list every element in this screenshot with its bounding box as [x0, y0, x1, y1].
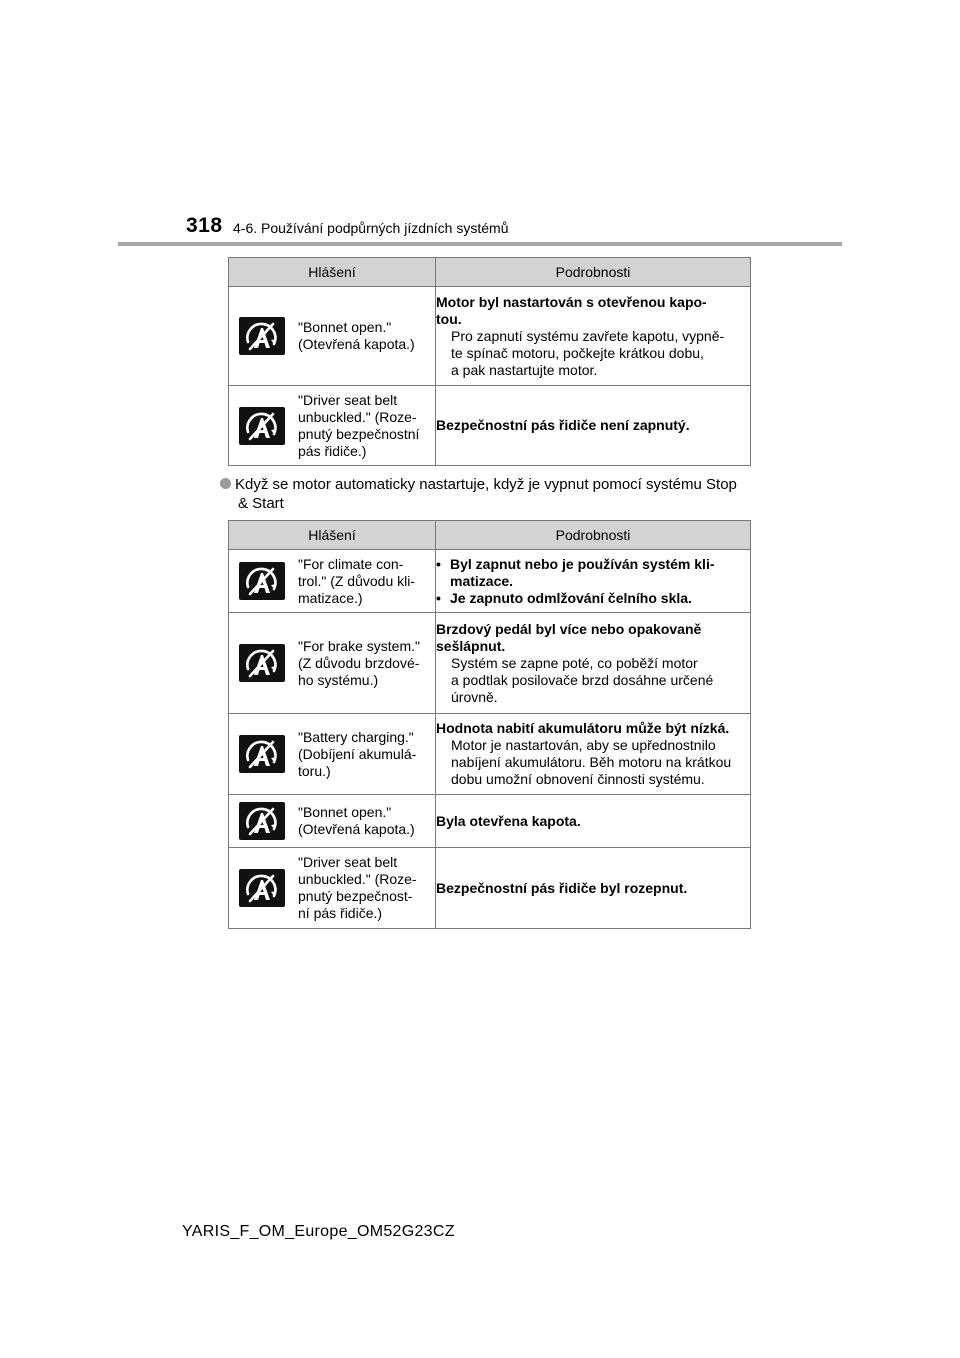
detail-heading-line: Bezpečnostní pás řidiče byl rozepnut. [436, 879, 688, 896]
column-header-message: Hlášení [229, 258, 436, 287]
message-cell [229, 714, 436, 795]
message-cell [229, 613, 436, 714]
detail-bullet [436, 556, 750, 590]
table-row [229, 795, 751, 848]
table-row [229, 613, 751, 714]
stop-start-indicator-icon [239, 735, 285, 773]
bullet-text-line: Byl zapnut nebo je používán systém kli- [450, 555, 715, 572]
message-line: "Battery charging." [298, 728, 414, 745]
bullet-text [450, 556, 750, 590]
stop-start-indicator-icon [239, 407, 285, 445]
detail-cell [436, 287, 751, 386]
message-line: ho systému.) [298, 671, 379, 688]
column-header-message: Hlášení [229, 521, 436, 550]
detail-text-line: nabíjení akumulátoru. Běh motoru na krátkou [451, 754, 732, 770]
message-line: "Bonnet open." [298, 804, 392, 820]
bullet-marker: • [436, 555, 441, 572]
message-cell [229, 848, 436, 929]
stop-start-indicator-icon [239, 644, 285, 682]
stop-start-indicator-icon [239, 869, 285, 907]
detail-heading-line: Motor byl nastartován s otevřenou kapo- [436, 293, 707, 310]
message-line: (Otevřená kapota.) [298, 336, 415, 352]
page-number: 318 [186, 214, 223, 237]
message-line: "Bonnet open." [298, 319, 392, 335]
column-header-details: Podrobnosti [436, 258, 751, 287]
header-divider [118, 242, 842, 246]
table-row [229, 550, 751, 613]
message-table-1 [228, 257, 751, 466]
message-text [298, 315, 435, 357]
bullet-text-line: matizace. [450, 572, 514, 589]
message-wrap [229, 725, 435, 784]
detail-heading-line: Bezpečnostní pás řidiče není zapnutý. [436, 417, 690, 433]
message-wrap [229, 552, 435, 611]
table-row [229, 848, 751, 929]
stop-start-icon-graphic [244, 410, 280, 442]
bullet-text [450, 590, 750, 607]
detail-heading-line: Byla otevřena kapota. [436, 812, 581, 829]
message-text [298, 634, 435, 693]
chapter-title: 4-6. Používání podpůrných jízdních systémů [233, 220, 509, 236]
message-text [298, 800, 435, 842]
message-wrap [229, 388, 435, 464]
column-header-details: Podrobnosti [436, 521, 751, 550]
detail-cell [436, 386, 751, 466]
message-line: trol." (Z důvodu kli- [298, 572, 416, 589]
stop-start-indicator-icon [239, 562, 285, 600]
message-line: matizace.) [298, 589, 363, 606]
message-line: pnutý bezpečnostní [298, 425, 420, 442]
message-wrap [229, 315, 435, 357]
table-row [229, 287, 751, 386]
stop-start-indicator-icon [239, 317, 285, 355]
message-cell [229, 550, 436, 613]
detail-text-line: Systém se zapne poté, co poběží motor [451, 654, 698, 671]
message-line: (Otevřená kapota.) [298, 821, 415, 837]
message-line: "For brake system." [298, 637, 420, 654]
message-wrap [229, 800, 435, 842]
detail-text-line: a podtlak posilovače brzd dosáhne určené [451, 671, 714, 688]
detail-cell [436, 848, 751, 929]
table-row [229, 714, 751, 795]
message-cell [229, 287, 436, 386]
table-row [229, 386, 751, 466]
message-table-2 [228, 520, 751, 929]
message-line: pás řidiče.) [298, 442, 367, 459]
detail-heading-line: Hodnota nabití akumulátoru může být nízká. [436, 720, 730, 736]
stop-start-icon-graphic [244, 738, 280, 770]
message-text [298, 725, 435, 784]
stop-start-icon-graphic [244, 647, 280, 679]
message-line: "For climate con- [298, 555, 404, 572]
bullet-marker: • [436, 589, 441, 606]
note-paragraph [220, 475, 760, 513]
message-wrap [229, 634, 435, 693]
message-text [298, 850, 435, 926]
detail-text-line: a pak nastartujte motor. [451, 361, 598, 378]
detail-text-line: Pro zapnutí systému zavřete kapotu, vypně- [451, 327, 725, 344]
detail-cell [436, 613, 751, 714]
detail-cell [436, 714, 751, 795]
detail-text-line: úrovně. [451, 688, 498, 705]
message-line: toru.) [298, 762, 331, 779]
detail-text-line: Motor je nastartován, aby se upřednostnilo [451, 737, 716, 753]
message-line: (Z důvodu brzdové- [298, 654, 420, 671]
stop-start-icon-graphic [244, 320, 280, 352]
message-line: (Dobíjení akumulá- [298, 745, 417, 762]
detail-text-line: te spínač motoru, počkejte krátkou dobu, [451, 344, 704, 361]
message-cell [229, 386, 436, 466]
detail-heading-line: Brzdový pedál byl více nebo opakovaně [436, 620, 702, 637]
message-line: pnutý bezpečnost- [298, 888, 413, 904]
detail-text-line: dobu umožní obnovení činnosti systému. [451, 771, 705, 787]
message-line: "Driver seat belt [298, 391, 398, 408]
document-code: YARIS_F_OM_Europe_OM52G23CZ [182, 1223, 455, 1240]
message-line: "Driver seat belt [298, 854, 398, 870]
bullet-dot-icon [220, 478, 231, 489]
message-line: unbuckled." (Roze- [298, 408, 417, 425]
message-text [298, 552, 435, 611]
note-line-1: Když se motor automaticky nastartuje, když je vypnut pomocí systému Stop [235, 476, 737, 493]
stop-start-icon-graphic [244, 565, 280, 597]
stop-start-icon-graphic [244, 872, 280, 904]
detail-heading-line: sešlápnut. [436, 637, 506, 654]
note-line-2: & Start [238, 495, 284, 512]
bullet-text-line: Je zapnuto odmlžování čelního skla. [450, 589, 692, 606]
stop-start-indicator-icon [239, 802, 285, 840]
detail-cell [436, 550, 751, 613]
detail-heading-line: tou. [436, 310, 462, 327]
message-line: ní pás řidiče.) [298, 905, 383, 921]
message-line: unbuckled." (Roze- [298, 871, 417, 887]
message-wrap [229, 850, 435, 926]
detail-bullet [436, 590, 750, 607]
message-text [298, 388, 435, 464]
detail-cell [436, 795, 751, 848]
message-cell [229, 795, 436, 848]
stop-start-icon-graphic [244, 805, 280, 837]
